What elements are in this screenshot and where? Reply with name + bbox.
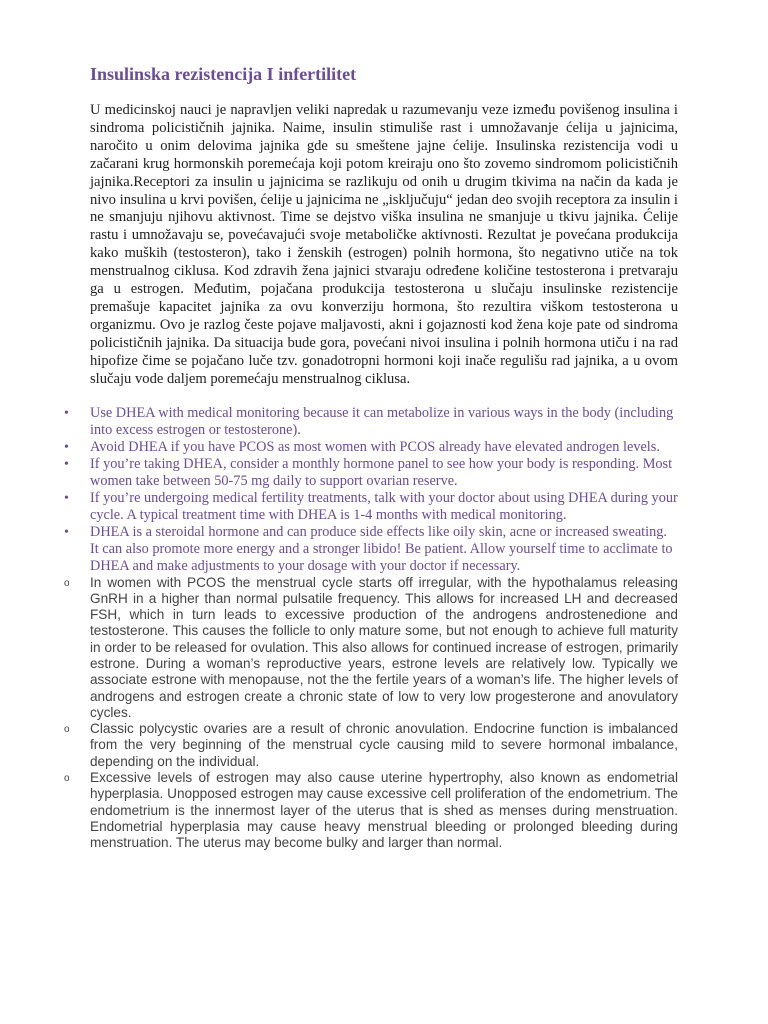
pcos-bullet-text: Classic polycystic ovaries are a result of chronic anovulation. Endocrine function is imbalanced from the very beginning of the menstrual cycle causing mild to severe hormonal imbalance, depending on the individual.: [90, 721, 678, 769]
bullet-dot-icon: •: [64, 439, 69, 455]
pcos-bullet-item: [64, 721, 678, 770]
bullet-list: [64, 405, 678, 852]
dhea-bullet-item: [64, 490, 678, 524]
circle-bullet-icon: o: [64, 773, 70, 785]
dhea-bullet-text: Use DHEA with medical monitoring because it can metabolize in various ways in the body (including into excess estrogen or testosterone).: [90, 404, 674, 438]
bullet-dot-icon: •: [64, 490, 69, 506]
pcos-bullet-text: Excessive levels of estrogen may also cause uterine hypertrophy, also known as endometrial hyperplasia. Unopposed estrogen may cause excessive cell proliferation of the endometrium. The endometrium is the innermost layer of the uterus that is shed as menses during menstruation. Endometrial hyperplasia may cause heavy menstrual bleeding or prolonged bleeding during menstruation. The uterus may become bulky and larger than normal.: [90, 770, 678, 851]
dhea-bullet-item: [64, 405, 678, 439]
document-page: [64, 62, 678, 852]
pcos-bullet-item: [64, 770, 678, 851]
document-title: Insulinska rezistencija I infertilitet: [90, 64, 357, 84]
intro-paragraph: U medicinskoj nauci je napravljen veliki napredak u razumevanju veze između povišenog insulina i sindroma policističnih jajnika. Naime, insulin stimuliše rast i umnožavanje ćelija u jajnicima, naročito u onim delovima jajnika gde su smeštene jajne ćelije. Insulinska rezistencija vodi u začarani krug hormonskih poremećaja koji potom kreiraju ono što zovemo sindromom policističnih jajnika.Receptori za insulin u jajnicima se razlikuju od onih u drugim tkivima na način da kada je nivo insulina u krvi povišen, ćelije u jajnicima ne „isključuju“ jedan deo svojih receptora za insulin i ne smanjuju njihovu aktivnost. Time se dejstvo viška insulina ne smanjuje u tkivu jajnika. Ćelije rastu i umnožavaju se, povećavajući svoje metaboličke aktivnosti. Rezultat je povećana produkcija kako muških (testosteron), tako i ženskih (estrogen) polnih hormona, što negativno utiče na tok menstrualnog ciklusa. Kod zdravih žena jajnici stvaraju određene količine testosterona i pretvaraju ga u estrogen. Međutim, pojačana produkcija testosterona u slučaju insulinske rezistencije premašuje kapacitet jajnika za ovu konverziju hormona, što rezultira viškom testosterona u organizmu. Ovo je razlog česte pojave maljavosti, akni i gojaznosti kod žena koje pate od sindroma policističnih jajnika. Da situacija bude gora, povećani nivoi insulina i polnih hormona utiču i na rad hipofize čime se pojačano luče tzv. gonadotropni hormoni koji inače regulišu rad jajnika, a u ovom slučaju vode daljem poremećaju menstrualnog ciklusa.: [90, 102, 678, 387]
bullet-dot-icon: •: [64, 524, 69, 540]
bullet-dot-icon: •: [64, 456, 69, 472]
pcos-bullet-item: [64, 575, 678, 722]
dhea-bullet-text: If you’re taking DHEA, consider a monthly hormone panel to see how your body is responding. Most women take between 50-75 mg daily to support ovarian reserve.: [90, 455, 673, 489]
pcos-bullet-text: In women with PCOS the menstrual cycle starts off irregular, with the hypothalamus releasing GnRH in a higher than normal pulsatile frequency. This allows for increased LH and decreased FSH, which in turn leads to excessive production of the androgens androstenedione and testosterone. This causes the follicle to only mature some, but not enough to achieve full maturity in order to be released for ovulation. This also allows for continued increase of estrogen, primarily estrone. During a woman’s reproductive years, estrone levels are relatively low. Typically we associate estrone with menopause, not the the fertile years of a woman’s life. The higher levels of androgens and estrogen create a chronic state of low to very low progesterone and anovulatory cycles.: [90, 574, 678, 720]
dhea-bullet-item: [64, 439, 678, 456]
dhea-bullet-text: Avoid DHEA if you have PCOS as most women with PCOS already have elevated androgen levels.: [90, 438, 660, 455]
dhea-bullet-item: [64, 524, 678, 575]
bullet-dot-icon: •: [64, 405, 69, 421]
circle-bullet-icon: o: [64, 577, 70, 589]
dhea-bullet-text: DHEA is a steroidal hormone and can produce side effects like oily skin, acne or increased sweating. It can also promote more energy and a stronger libido! Be patient. Allow yourself time to acclimate to DHEA and make adjustments to your dosage with your doctor if necessary.: [90, 523, 673, 574]
dhea-bullet-text: If you’re undergoing medical fertility treatments, talk with your doctor about using DHEA during your cycle. A typical treatment time with DHEA is 1-4 months with medical monitoring.: [90, 489, 678, 523]
circle-bullet-icon: o: [64, 724, 70, 736]
dhea-bullet-item: [64, 456, 678, 490]
